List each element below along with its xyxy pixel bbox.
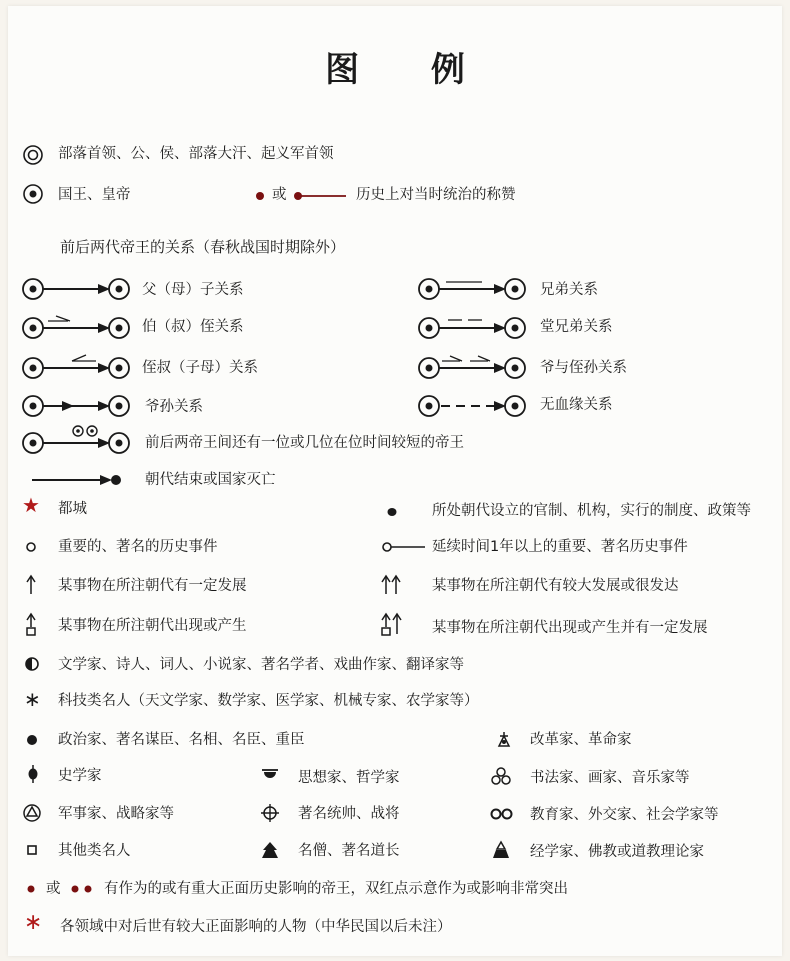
- development-label: 某事物在所注朝代有一定发展: [58, 578, 247, 594]
- grandfather-grandnephew-icon: [416, 352, 528, 380]
- dynasty-end-icon: [30, 470, 126, 490]
- reformers-label: 改革家、革命家: [530, 732, 632, 748]
- grandfather-grandson-icon: [20, 393, 132, 419]
- uncle-nephew-label: 伯（叔）侄关系: [142, 319, 244, 335]
- cousins-label: 堂兄弟关系: [540, 319, 613, 335]
- uncle-nephew-icon: [20, 313, 132, 339]
- double-red-dot-icon: [70, 884, 96, 894]
- big-development-label: 某事物在所注朝代有较大发展或很发达: [432, 578, 679, 594]
- small-circle-icon: [25, 541, 37, 553]
- red-dot-line-icon: [292, 188, 348, 204]
- star-icon: ★: [22, 493, 40, 517]
- educator-icon: [490, 807, 514, 821]
- small-dot-icon: [386, 506, 398, 518]
- solid-dot-icon: [25, 733, 39, 747]
- page-title: 图 例: [325, 50, 495, 90]
- double-up-arrow-icon: [380, 574, 402, 596]
- concentric-circle-icon: [22, 144, 44, 166]
- scientists-label: 科技类名人（天文学家、数学家、医学家、机械专家、农学家等）: [58, 693, 479, 709]
- emperor-influence-label: 有作为的或有重大正面历史影响的帝王，双红点示意作为或影响非常突出: [104, 881, 568, 897]
- reformer-icon: [496, 731, 512, 749]
- cousins-icon: [416, 313, 528, 339]
- praise-label: 历史上对当时统治的称赞: [356, 187, 516, 203]
- institutions-label: 所处朝代设立的官制、机构，实行的制度、政策等: [432, 503, 751, 519]
- appear-develop-label: 某事物在所注朝代出现或产生并有一定发展: [432, 620, 708, 636]
- grandfather-grandnephew-label: 爷与侄孙关系: [540, 360, 627, 376]
- half-circle-icon: [24, 656, 40, 672]
- historian-icon: [26, 764, 40, 784]
- small-square-icon: [26, 844, 38, 856]
- brothers-label: 兄弟关系: [540, 282, 598, 298]
- up-arrow-icon: [25, 574, 37, 596]
- thinkers-label: 思想家、哲学家: [298, 770, 400, 786]
- dotted-circle-icon: [22, 183, 44, 205]
- politicians-label: 政治家、著名谋臣、名相、名臣、重臣: [58, 732, 305, 748]
- literati-label: 文学家、诗人、词人、小说家、著名学者、戏曲作家、翻译家等: [58, 657, 464, 673]
- or-label-2: 或: [46, 881, 61, 897]
- historians-label: 史学家: [58, 768, 102, 784]
- no-blood-label: 无血缘关系: [540, 397, 613, 413]
- theologian-icon: [491, 840, 511, 860]
- military-label: 军事家、战略家等: [58, 806, 174, 822]
- tribal-leader-label: 部落首领、公、侯、部落大汗、起义军首领: [58, 146, 334, 162]
- asterisk-icon: ∗: [24, 687, 41, 711]
- monk-icon: [260, 840, 280, 860]
- king-emperor-label: 国王、皇帝: [58, 187, 131, 203]
- monks-label: 名僧、著名道长: [298, 843, 400, 859]
- or-label: 或: [272, 187, 287, 203]
- general-icon: [260, 803, 280, 823]
- important-event-label: 重要的、著名的历史事件: [58, 539, 218, 555]
- red-asterisk-icon: ∗: [24, 910, 43, 935]
- father-son-label: 父（母）子关系: [142, 282, 244, 298]
- nephew-uncle-icon: [20, 352, 132, 380]
- short-reign-between-label: 前后两帝王间还有一位或几位在位时间较短的帝王: [145, 435, 464, 451]
- educators-label: 教育家、外交家、社会学家等: [530, 807, 719, 823]
- red-dot-icon: [254, 190, 266, 202]
- nephew-uncle-label: 侄叔（子母）关系: [142, 360, 258, 376]
- military-icon: [22, 803, 42, 823]
- no-blood-icon: [416, 393, 528, 419]
- short-reign-between-icon: [20, 424, 132, 456]
- theologians-label: 经学家、佛教或道教理论家: [530, 844, 704, 860]
- red-dot-single-icon: [26, 884, 36, 894]
- long-event-label: 延续时间1年以上的重要、著名历史事件: [432, 539, 688, 555]
- generals-label: 著名统帅、战将: [298, 806, 400, 822]
- other-label: 其他类名人: [58, 843, 131, 859]
- father-son-icon: [20, 276, 132, 302]
- capital-label: 都城: [58, 501, 87, 517]
- artists-label: 书法家、画家、音乐家等: [530, 770, 690, 786]
- circle-line-icon: [381, 540, 427, 554]
- appear-label: 某事物在所注朝代出现或产生: [58, 618, 247, 634]
- grandfather-grandson-label: 爷孙关系: [145, 399, 203, 415]
- appear-develop-arrow-icon: [380, 613, 404, 637]
- brothers-icon: [416, 276, 528, 302]
- dynasty-end-label: 朝代结束或国家灭亡: [145, 472, 276, 488]
- figure-influence-label: 各领域中对后世有较大正面影响的人物（中华民国以后未注）: [60, 919, 452, 935]
- artist-icon: [491, 767, 511, 785]
- thinker-icon: [261, 767, 279, 783]
- relations-heading: 前后两代帝王的关系（春秋战国时期除外）: [60, 238, 346, 256]
- appear-arrow-icon: [25, 613, 37, 637]
